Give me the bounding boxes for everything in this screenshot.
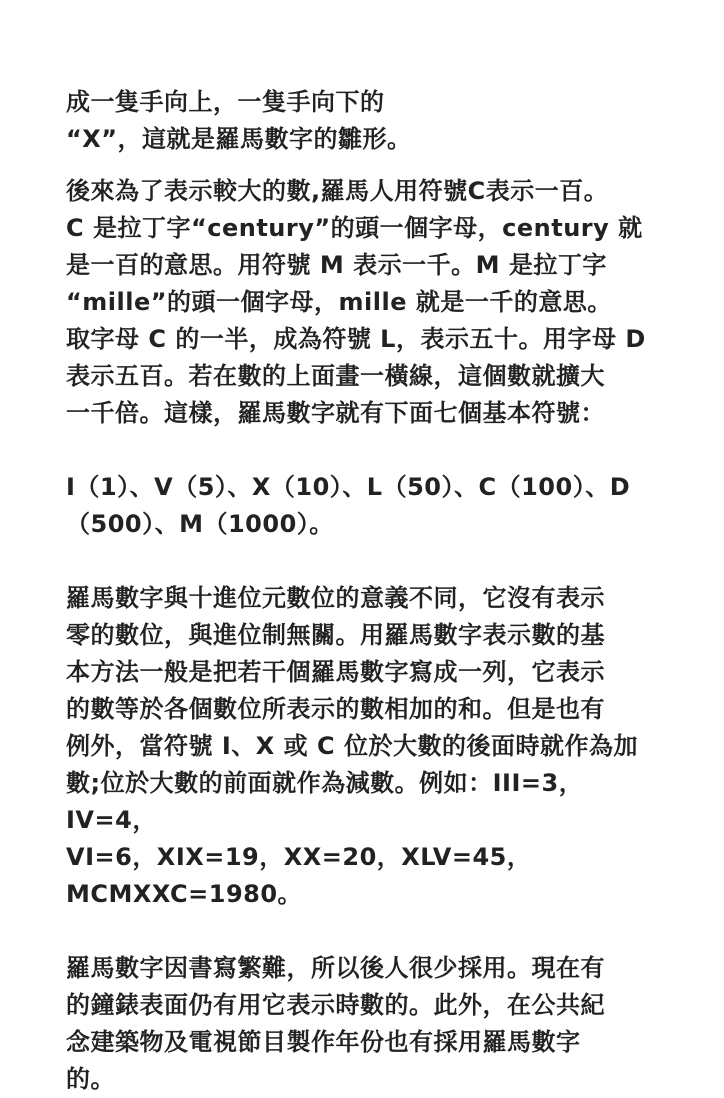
paragraph-intro: 成一隻手向上，一隻手向下的 “X”，這就是羅馬數字的雛形。 [66,88,412,153]
paragraph-history: 後來為了表示較大的數,羅馬人用符號C表示一百。 C 是拉丁字“century”的頭一個字母，century 就 是一百的意思。用符號 M 表示一千。M 是拉丁字 “mille”的頭一個字母，mille 就是一千的意思。 取字母 C 的一半，成為符號 L，表示五十。用字母 D 表示五百。若在數的上面畫一橫線，這個數就擴大 一千倍。這樣，羅馬數字就有下面七個基本符號： [66,177,646,427]
paragraph-basic-symbols: I（1）、V（5）、X（10）、L（50）、C（100）、D （500）、M（1000）。 [66,473,631,538]
paragraph-rules: 羅馬數字與十進位元數位的意義不同，它沒有表示 零的數位，與進位制無關。用羅馬數字表示數的基 本方法一般是把若干個羅馬數字寫成一列，它表示 的數等於各個數位所表示的數相加的和。但是也有 例外，當符號 I、X 或 C 位於大數的後面時就作為加 數;位於大數的前面就作為減數。例如：III=3，IV=4， VI=6，XIX=19，XX=20，XLV=45，MCMXXC=1980。 [66,584,638,908]
paragraph-usage: 羅馬數字因書寫繁難，所以後人很少採用。現在有 的鐘錶表面仍有用它表示時數的。此外，在公共紀 念建築物及電視節目製作年份也有採用羅馬數字 的。 [66,954,605,1093]
